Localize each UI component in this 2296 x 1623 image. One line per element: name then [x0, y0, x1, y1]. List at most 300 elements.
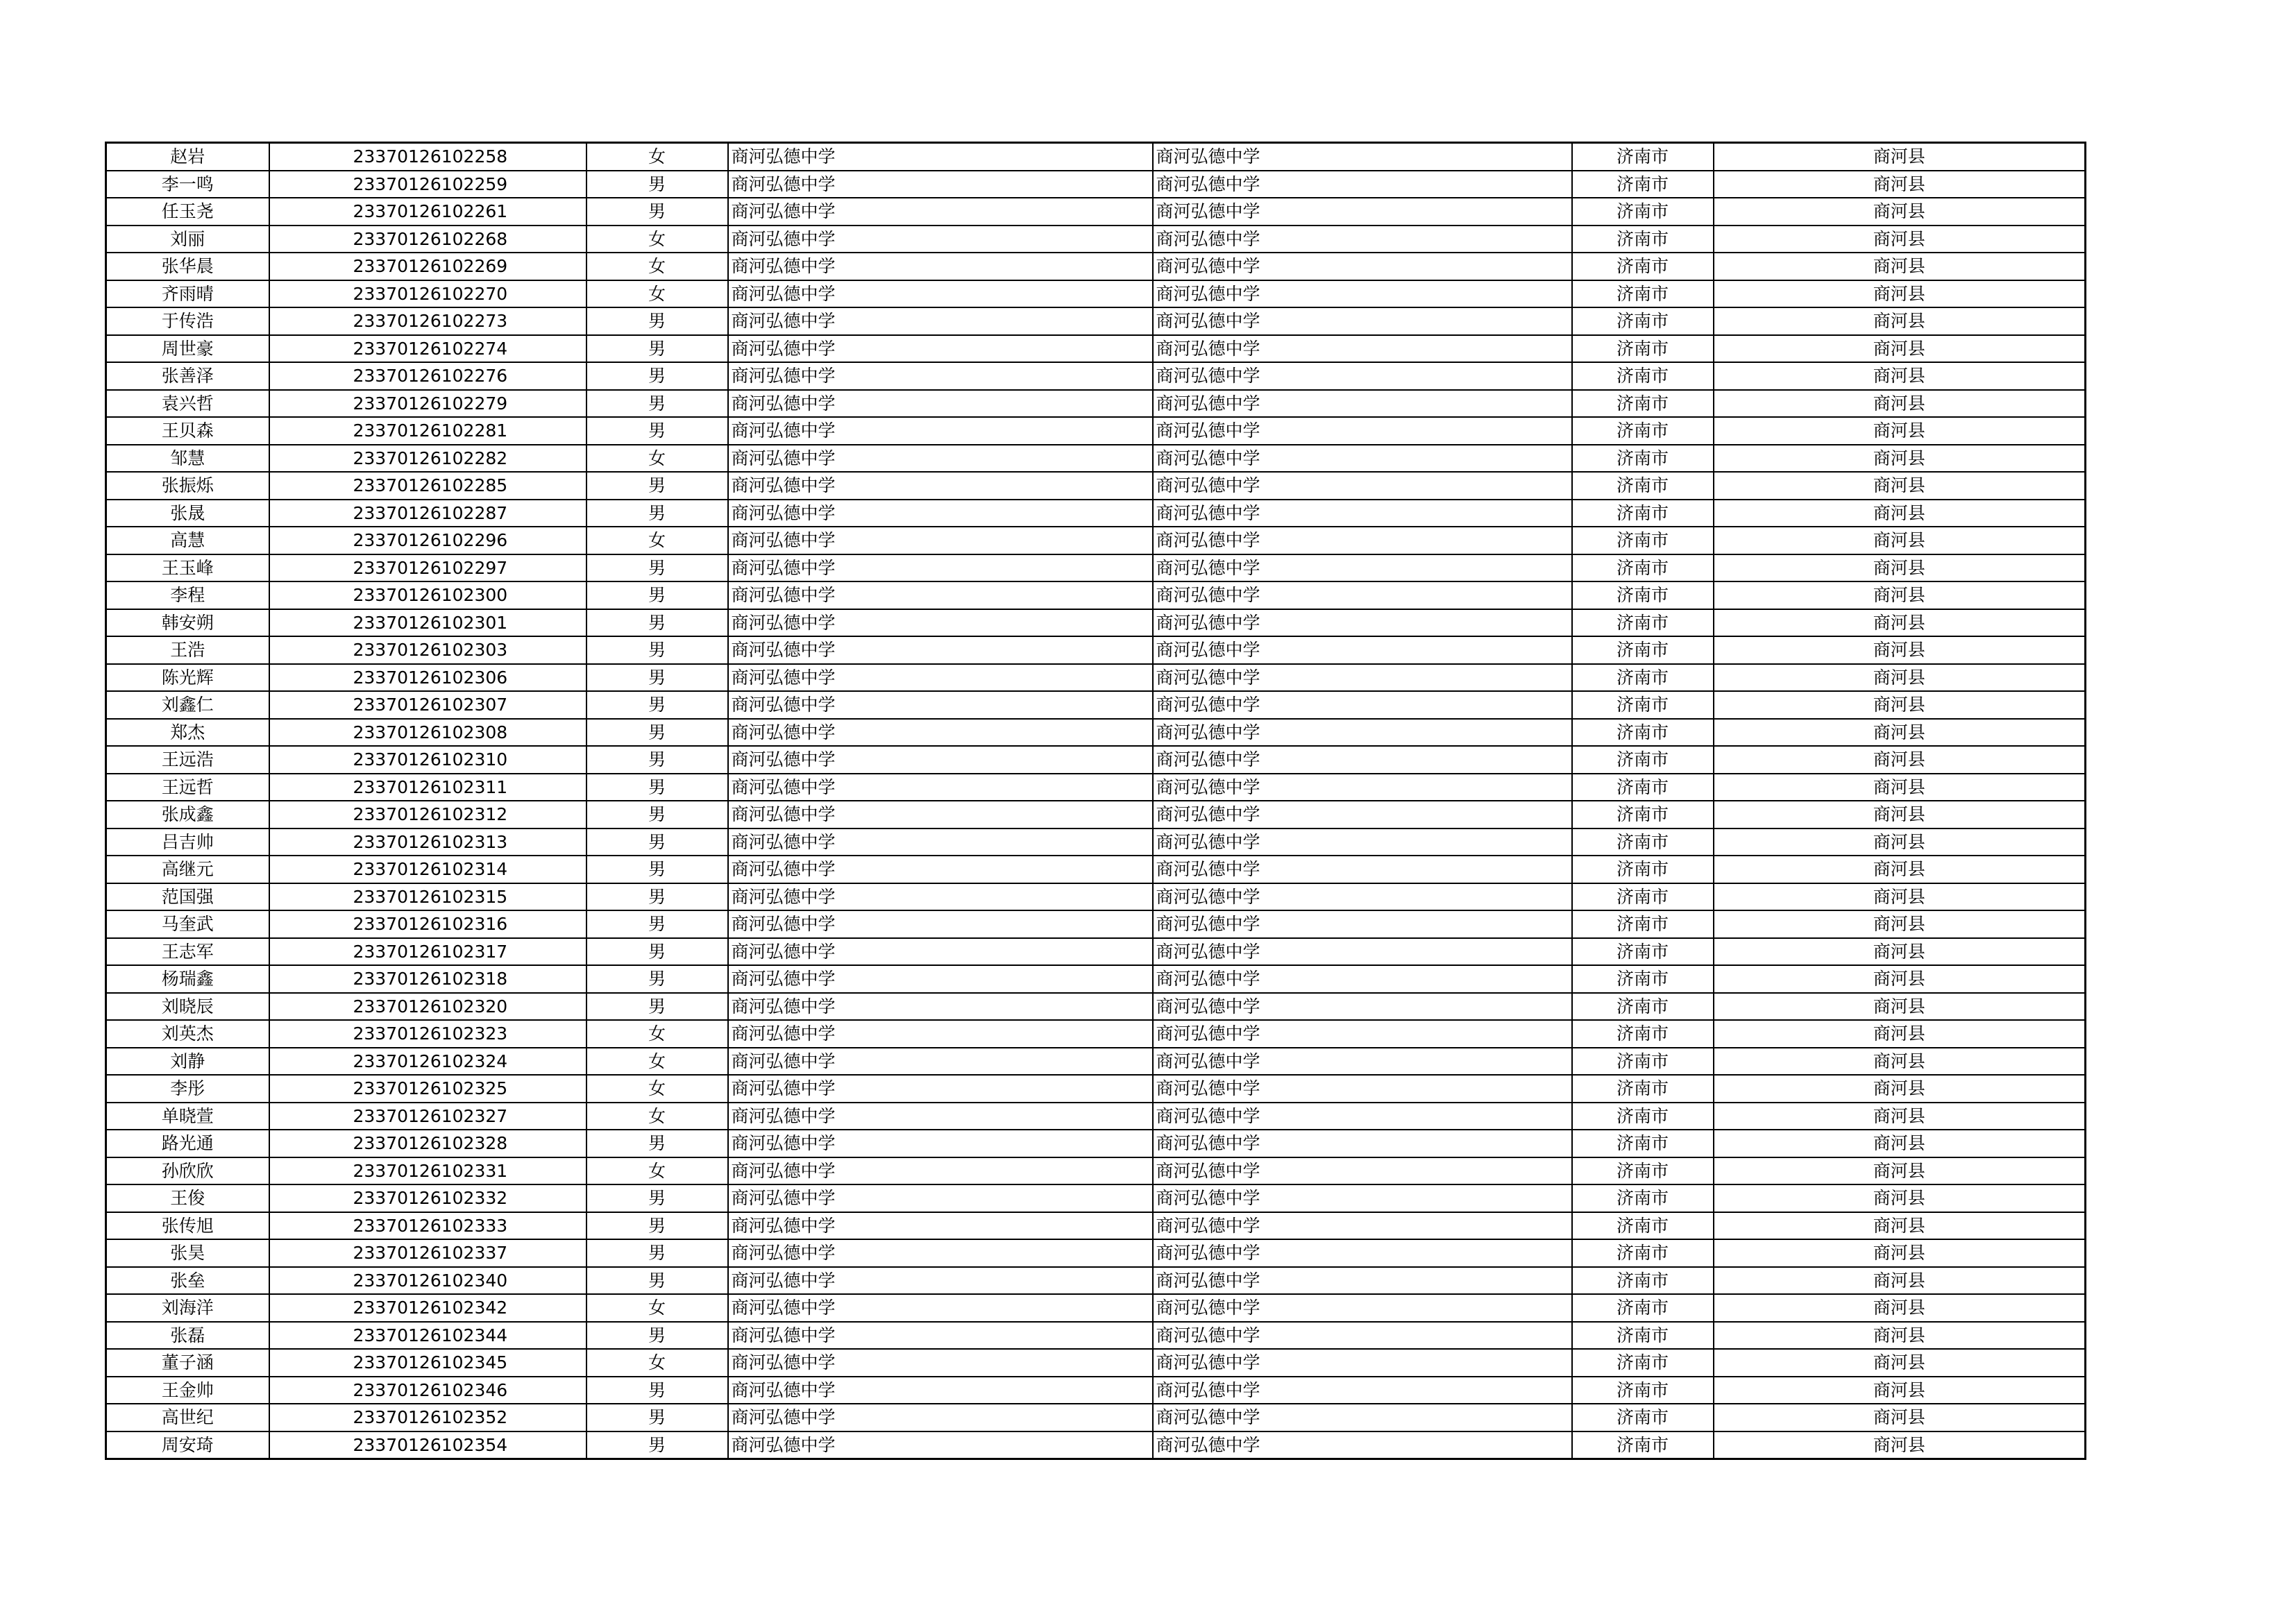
city-cell: 济南市 [1572, 774, 1714, 801]
table-row [106, 856, 2086, 883]
city-cell: 济南市 [1572, 883, 1714, 911]
student-name-cell: 王志军 [106, 938, 269, 966]
student-name-cell: 于传浩 [106, 307, 269, 335]
school-cell: 商河弘德中学 [728, 1048, 1153, 1076]
city-cell: 济南市 [1572, 801, 1714, 829]
table-row [106, 774, 2086, 801]
city-cell: 济南市 [1572, 1377, 1714, 1404]
gender-cell: 女 [586, 1294, 728, 1322]
county-cell: 商河县 [1714, 472, 2086, 500]
county-cell: 商河县 [1714, 801, 2086, 829]
student-name-cell: 王金帅 [106, 1377, 269, 1404]
county-cell: 商河县 [1714, 1020, 2086, 1048]
city-cell: 济南市 [1572, 1048, 1714, 1076]
county-cell: 商河县 [1714, 1349, 2086, 1377]
school-cell: 商河弘德中学 [1153, 417, 1572, 445]
school-cell: 商河弘德中学 [728, 609, 1153, 637]
student-name-cell: 周世豪 [106, 335, 269, 363]
gender-cell: 男 [586, 390, 728, 418]
school-cell: 商河弘德中学 [728, 1212, 1153, 1240]
exam-number-cell: 23370126102281 [269, 417, 586, 445]
school-cell: 商河弘德中学 [728, 143, 1153, 171]
county-cell: 商河县 [1714, 390, 2086, 418]
exam-number-cell: 23370126102340 [269, 1267, 586, 1295]
gender-cell: 女 [586, 445, 728, 473]
school-cell: 商河弘德中学 [1153, 1020, 1572, 1048]
school-cell: 商河弘德中学 [728, 554, 1153, 582]
county-cell: 商河县 [1714, 1377, 2086, 1404]
student-name-cell: 张磊 [106, 1322, 269, 1350]
student-name-cell: 刘鑫仁 [106, 691, 269, 719]
table-row [106, 1322, 2086, 1350]
gender-cell: 女 [586, 527, 728, 554]
county-cell: 商河县 [1714, 609, 2086, 637]
student-name-cell: 李一鸣 [106, 171, 269, 198]
school-cell: 商河弘德中学 [728, 390, 1153, 418]
school-cell: 商河弘德中学 [728, 1322, 1153, 1350]
table-row [106, 938, 2086, 966]
city-cell: 济南市 [1572, 1322, 1714, 1350]
exam-number-cell: 23370126102316 [269, 910, 586, 938]
school-cell: 商河弘德中学 [728, 965, 1153, 993]
gender-cell: 男 [586, 362, 728, 390]
gender-cell: 男 [586, 198, 728, 226]
student-name-cell: 刘英杰 [106, 1020, 269, 1048]
exam-number-cell: 23370126102301 [269, 609, 586, 637]
county-cell: 商河县 [1714, 829, 2086, 856]
school-cell: 商河弘德中学 [1153, 636, 1572, 664]
school-cell: 商河弘德中学 [1153, 1075, 1572, 1103]
school-cell: 商河弘德中学 [1153, 472, 1572, 500]
student-name-cell: 齐雨晴 [106, 280, 269, 308]
county-cell: 商河县 [1714, 581, 2086, 609]
school-cell: 商河弘德中学 [1153, 500, 1572, 527]
exam-number-cell: 23370126102297 [269, 554, 586, 582]
county-cell: 商河县 [1714, 1130, 2086, 1157]
city-cell: 济南市 [1572, 1130, 1714, 1157]
gender-cell: 女 [586, 226, 728, 253]
school-cell: 商河弘德中学 [728, 1157, 1153, 1185]
gender-cell: 男 [586, 417, 728, 445]
student-name-cell: 袁兴哲 [106, 390, 269, 418]
table-row [106, 527, 2086, 554]
school-cell: 商河弘德中学 [728, 171, 1153, 198]
school-cell: 商河弘德中学 [1153, 527, 1572, 554]
exam-number-cell: 23370126102344 [269, 1322, 586, 1350]
school-cell: 商河弘德中学 [728, 335, 1153, 363]
table-row [106, 801, 2086, 829]
city-cell: 济南市 [1572, 1184, 1714, 1212]
table-row [106, 500, 2086, 527]
table-row [106, 993, 2086, 1021]
table-row [106, 1404, 2086, 1431]
county-cell: 商河县 [1714, 856, 2086, 883]
school-cell: 商河弘德中学 [1153, 1184, 1572, 1212]
county-cell: 商河县 [1714, 280, 2086, 308]
gender-cell: 男 [586, 719, 728, 747]
gender-cell: 女 [586, 1157, 728, 1185]
gender-cell: 男 [586, 1267, 728, 1295]
table-row [106, 829, 2086, 856]
school-cell: 商河弘德中学 [1153, 829, 1572, 856]
city-cell: 济南市 [1572, 1294, 1714, 1322]
school-cell: 商河弘德中学 [1153, 280, 1572, 308]
school-cell: 商河弘德中学 [728, 1404, 1153, 1431]
city-cell: 济南市 [1572, 1349, 1714, 1377]
school-cell: 商河弘德中学 [728, 746, 1153, 774]
gender-cell: 男 [586, 746, 728, 774]
city-cell: 济南市 [1572, 472, 1714, 500]
school-cell: 商河弘德中学 [728, 198, 1153, 226]
table-row [106, 609, 2086, 637]
gender-cell: 男 [586, 829, 728, 856]
table-row [106, 253, 2086, 280]
school-cell: 商河弘德中学 [1153, 307, 1572, 335]
table-row [106, 1267, 2086, 1295]
table-row [106, 143, 2086, 171]
county-cell: 商河县 [1714, 307, 2086, 335]
school-cell: 商河弘德中学 [728, 774, 1153, 801]
city-cell: 济南市 [1572, 1020, 1714, 1048]
county-cell: 商河县 [1714, 143, 2086, 171]
city-cell: 济南市 [1572, 1267, 1714, 1295]
school-cell: 商河弘德中学 [728, 417, 1153, 445]
school-cell: 商河弘德中学 [728, 1130, 1153, 1157]
school-cell: 商河弘德中学 [728, 1349, 1153, 1377]
school-cell: 商河弘德中学 [728, 1431, 1153, 1459]
exam-number-cell: 23370126102352 [269, 1404, 586, 1431]
gender-cell: 男 [586, 500, 728, 527]
school-cell: 商河弘德中学 [1153, 1322, 1572, 1350]
exam-number-cell: 23370126102261 [269, 198, 586, 226]
school-cell: 商河弘德中学 [728, 910, 1153, 938]
student-name-cell: 张振烁 [106, 472, 269, 500]
table-row [106, 910, 2086, 938]
exam-number-cell: 23370126102324 [269, 1048, 586, 1076]
gender-cell: 男 [586, 609, 728, 637]
school-cell: 商河弘德中学 [1153, 609, 1572, 637]
school-cell: 商河弘德中学 [1153, 1404, 1572, 1431]
table-row [106, 1157, 2086, 1185]
exam-number-cell: 23370126102279 [269, 390, 586, 418]
student-name-cell: 张晟 [106, 500, 269, 527]
city-cell: 济南市 [1572, 746, 1714, 774]
city-cell: 济南市 [1572, 253, 1714, 280]
exam-number-cell: 23370126102300 [269, 581, 586, 609]
student-list-table [105, 142, 2086, 1460]
student-name-cell: 高继元 [106, 856, 269, 883]
exam-number-cell: 23370126102342 [269, 1294, 586, 1322]
school-cell: 商河弘德中学 [728, 500, 1153, 527]
county-cell: 商河县 [1714, 1075, 2086, 1103]
student-name-cell: 周安琦 [106, 1431, 269, 1459]
gender-cell: 女 [586, 1075, 728, 1103]
student-name-cell: 韩安朔 [106, 609, 269, 637]
exam-number-cell: 23370126102285 [269, 472, 586, 500]
table-row [106, 445, 2086, 473]
school-cell: 商河弘德中学 [1153, 253, 1572, 280]
student-name-cell: 杨瑞鑫 [106, 965, 269, 993]
student-name-cell: 郑杰 [106, 719, 269, 747]
school-cell: 商河弘德中学 [1153, 445, 1572, 473]
school-cell: 商河弘德中学 [728, 664, 1153, 692]
exam-number-cell: 23370126102276 [269, 362, 586, 390]
school-cell: 商河弘德中学 [728, 636, 1153, 664]
county-cell: 商河县 [1714, 883, 2086, 911]
gender-cell: 男 [586, 1130, 728, 1157]
table-row [106, 280, 2086, 308]
table-row [106, 1103, 2086, 1130]
exam-number-cell: 23370126102332 [269, 1184, 586, 1212]
gender-cell: 男 [586, 1377, 728, 1404]
city-cell: 济南市 [1572, 390, 1714, 418]
gender-cell: 男 [586, 335, 728, 363]
school-cell: 商河弘德中学 [728, 253, 1153, 280]
gender-cell: 女 [586, 1349, 728, 1377]
school-cell: 商河弘德中学 [1153, 856, 1572, 883]
school-cell: 商河弘德中学 [1153, 938, 1572, 966]
school-cell: 商河弘德中学 [728, 1377, 1153, 1404]
gender-cell: 男 [586, 636, 728, 664]
school-cell: 商河弘德中学 [1153, 1377, 1572, 1404]
table-row [106, 307, 2086, 335]
school-cell: 商河弘德中学 [728, 801, 1153, 829]
student-name-cell: 张昊 [106, 1239, 269, 1267]
gender-cell: 男 [586, 1239, 728, 1267]
city-cell: 济南市 [1572, 362, 1714, 390]
exam-number-cell: 23370126102333 [269, 1212, 586, 1240]
table-row [106, 664, 2086, 692]
gender-cell: 女 [586, 143, 728, 171]
exam-number-cell: 23370126102259 [269, 171, 586, 198]
school-cell: 商河弘德中学 [728, 719, 1153, 747]
student-name-cell: 王玉峰 [106, 554, 269, 582]
county-cell: 商河县 [1714, 691, 2086, 719]
city-cell: 济南市 [1572, 1404, 1714, 1431]
student-name-cell: 高慧 [106, 527, 269, 554]
city-cell: 济南市 [1572, 226, 1714, 253]
school-cell: 商河弘德中学 [1153, 965, 1572, 993]
county-cell: 商河县 [1714, 1048, 2086, 1076]
gender-cell: 男 [586, 581, 728, 609]
school-cell: 商河弘德中学 [728, 226, 1153, 253]
table-row [106, 554, 2086, 582]
school-cell: 商河弘德中学 [1153, 554, 1572, 582]
school-cell: 商河弘德中学 [728, 1020, 1153, 1048]
school-cell: 商河弘德中学 [728, 1294, 1153, 1322]
county-cell: 商河县 [1714, 664, 2086, 692]
gender-cell: 男 [586, 1212, 728, 1240]
county-cell: 商河县 [1714, 1322, 2086, 1350]
city-cell: 济南市 [1572, 527, 1714, 554]
school-cell: 商河弘德中学 [1153, 1103, 1572, 1130]
school-cell: 商河弘德中学 [1153, 664, 1572, 692]
gender-cell: 男 [586, 171, 728, 198]
school-cell: 商河弘德中学 [1153, 719, 1572, 747]
county-cell: 商河县 [1714, 910, 2086, 938]
county-cell: 商河县 [1714, 993, 2086, 1021]
table-row [106, 198, 2086, 226]
exam-number-cell: 23370126102258 [269, 143, 586, 171]
school-cell: 商河弘德中学 [728, 362, 1153, 390]
county-cell: 商河县 [1714, 1157, 2086, 1185]
gender-cell: 男 [586, 472, 728, 500]
exam-number-cell: 23370126102320 [269, 993, 586, 1021]
student-name-cell: 张善泽 [106, 362, 269, 390]
school-cell: 商河弘德中学 [1153, 1349, 1572, 1377]
school-cell: 商河弘德中学 [1153, 1048, 1572, 1076]
gender-cell: 男 [586, 691, 728, 719]
table-row [106, 1239, 2086, 1267]
table-row [106, 746, 2086, 774]
school-cell: 商河弘德中学 [728, 1239, 1153, 1267]
table-row [106, 1294, 2086, 1322]
exam-number-cell: 23370126102317 [269, 938, 586, 966]
county-cell: 商河县 [1714, 527, 2086, 554]
student-name-cell: 范国强 [106, 883, 269, 911]
county-cell: 商河县 [1714, 1404, 2086, 1431]
table-row [106, 883, 2086, 911]
county-cell: 商河县 [1714, 253, 2086, 280]
exam-number-cell: 23370126102354 [269, 1431, 586, 1459]
student-name-cell: 李程 [106, 581, 269, 609]
city-cell: 济南市 [1572, 581, 1714, 609]
exam-number-cell: 23370126102273 [269, 307, 586, 335]
school-cell: 商河弘德中学 [728, 993, 1153, 1021]
exam-number-cell: 23370126102312 [269, 801, 586, 829]
school-cell: 商河弘德中学 [728, 445, 1153, 473]
city-cell: 济南市 [1572, 993, 1714, 1021]
gender-cell: 女 [586, 253, 728, 280]
student-name-cell: 刘晓辰 [106, 993, 269, 1021]
county-cell: 商河县 [1714, 746, 2086, 774]
student-name-cell: 孙欣欣 [106, 1157, 269, 1185]
school-cell: 商河弘德中学 [728, 829, 1153, 856]
school-cell: 商河弘德中学 [1153, 171, 1572, 198]
county-cell: 商河县 [1714, 774, 2086, 801]
county-cell: 商河县 [1714, 171, 2086, 198]
exam-number-cell: 23370126102274 [269, 335, 586, 363]
county-cell: 商河县 [1714, 938, 2086, 966]
school-cell: 商河弘德中学 [728, 1184, 1153, 1212]
table-row [106, 1431, 2086, 1459]
student-name-cell: 王远哲 [106, 774, 269, 801]
school-cell: 商河弘德中学 [1153, 1294, 1572, 1322]
gender-cell: 男 [586, 1404, 728, 1431]
student-name-cell: 赵岩 [106, 143, 269, 171]
school-cell: 商河弘德中学 [1153, 883, 1572, 911]
gender-cell: 女 [586, 1048, 728, 1076]
county-cell: 商河县 [1714, 417, 2086, 445]
gender-cell: 男 [586, 1431, 728, 1459]
city-cell: 济南市 [1572, 1239, 1714, 1267]
county-cell: 商河县 [1714, 636, 2086, 664]
table-row [106, 335, 2086, 363]
student-name-cell: 李彤 [106, 1075, 269, 1103]
exam-number-cell: 23370126102313 [269, 829, 586, 856]
county-cell: 商河县 [1714, 362, 2086, 390]
city-cell: 济南市 [1572, 143, 1714, 171]
student-name-cell: 王贝森 [106, 417, 269, 445]
table-row [106, 472, 2086, 500]
gender-cell: 男 [586, 664, 728, 692]
county-cell: 商河县 [1714, 1294, 2086, 1322]
student-name-cell: 刘海洋 [106, 1294, 269, 1322]
school-cell: 商河弘德中学 [728, 691, 1153, 719]
school-cell: 商河弘德中学 [728, 1075, 1153, 1103]
school-cell: 商河弘德中学 [728, 883, 1153, 911]
school-cell: 商河弘德中学 [728, 1267, 1153, 1295]
city-cell: 济南市 [1572, 636, 1714, 664]
table-row [106, 1075, 2086, 1103]
table-row [106, 390, 2086, 418]
student-name-cell: 张垒 [106, 1267, 269, 1295]
exam-number-cell: 23370126102331 [269, 1157, 586, 1185]
school-cell: 商河弘德中学 [1153, 1267, 1572, 1295]
student-name-cell: 刘丽 [106, 226, 269, 253]
city-cell: 济南市 [1572, 171, 1714, 198]
city-cell: 济南市 [1572, 1103, 1714, 1130]
gender-cell: 女 [586, 1020, 728, 1048]
gender-cell: 女 [586, 280, 728, 308]
exam-number-cell: 23370126102323 [269, 1020, 586, 1048]
school-cell: 商河弘德中学 [728, 527, 1153, 554]
table-row [106, 1212, 2086, 1240]
school-cell: 商河弘德中学 [1153, 390, 1572, 418]
city-cell: 济南市 [1572, 554, 1714, 582]
student-name-cell: 张成鑫 [106, 801, 269, 829]
gender-cell: 男 [586, 910, 728, 938]
exam-number-cell: 23370126102307 [269, 691, 586, 719]
school-cell: 商河弘德中学 [728, 581, 1153, 609]
exam-number-cell: 23370126102310 [269, 746, 586, 774]
table-row [106, 719, 2086, 747]
gender-cell: 男 [586, 883, 728, 911]
exam-number-cell: 23370126102269 [269, 253, 586, 280]
table-body [106, 143, 2086, 1459]
city-cell: 济南市 [1572, 280, 1714, 308]
student-name-cell: 刘静 [106, 1048, 269, 1076]
exam-number-cell: 23370126102327 [269, 1103, 586, 1130]
exam-number-cell: 23370126102306 [269, 664, 586, 692]
school-cell: 商河弘德中学 [1153, 691, 1572, 719]
county-cell: 商河县 [1714, 226, 2086, 253]
table-row [106, 226, 2086, 253]
city-cell: 济南市 [1572, 417, 1714, 445]
school-cell: 商河弘德中学 [1153, 1212, 1572, 1240]
school-cell: 商河弘德中学 [728, 856, 1153, 883]
school-cell: 商河弘德中学 [728, 1103, 1153, 1130]
student-name-cell: 张华晨 [106, 253, 269, 280]
student-name-cell: 高世纪 [106, 1404, 269, 1431]
student-name-cell: 单晓萱 [106, 1103, 269, 1130]
city-cell: 济南市 [1572, 335, 1714, 363]
table-row [106, 1130, 2086, 1157]
city-cell: 济南市 [1572, 1212, 1714, 1240]
student-name-cell: 任玉尧 [106, 198, 269, 226]
city-cell: 济南市 [1572, 445, 1714, 473]
county-cell: 商河县 [1714, 1239, 2086, 1267]
gender-cell: 男 [586, 856, 728, 883]
school-cell: 商河弘德中学 [1153, 362, 1572, 390]
school-cell: 商河弘德中学 [728, 280, 1153, 308]
gender-cell: 女 [586, 1103, 728, 1130]
table-row [106, 171, 2086, 198]
exam-number-cell: 23370126102296 [269, 527, 586, 554]
exam-number-cell: 23370126102315 [269, 883, 586, 911]
city-cell: 济南市 [1572, 1075, 1714, 1103]
student-name-cell: 张传旭 [106, 1212, 269, 1240]
